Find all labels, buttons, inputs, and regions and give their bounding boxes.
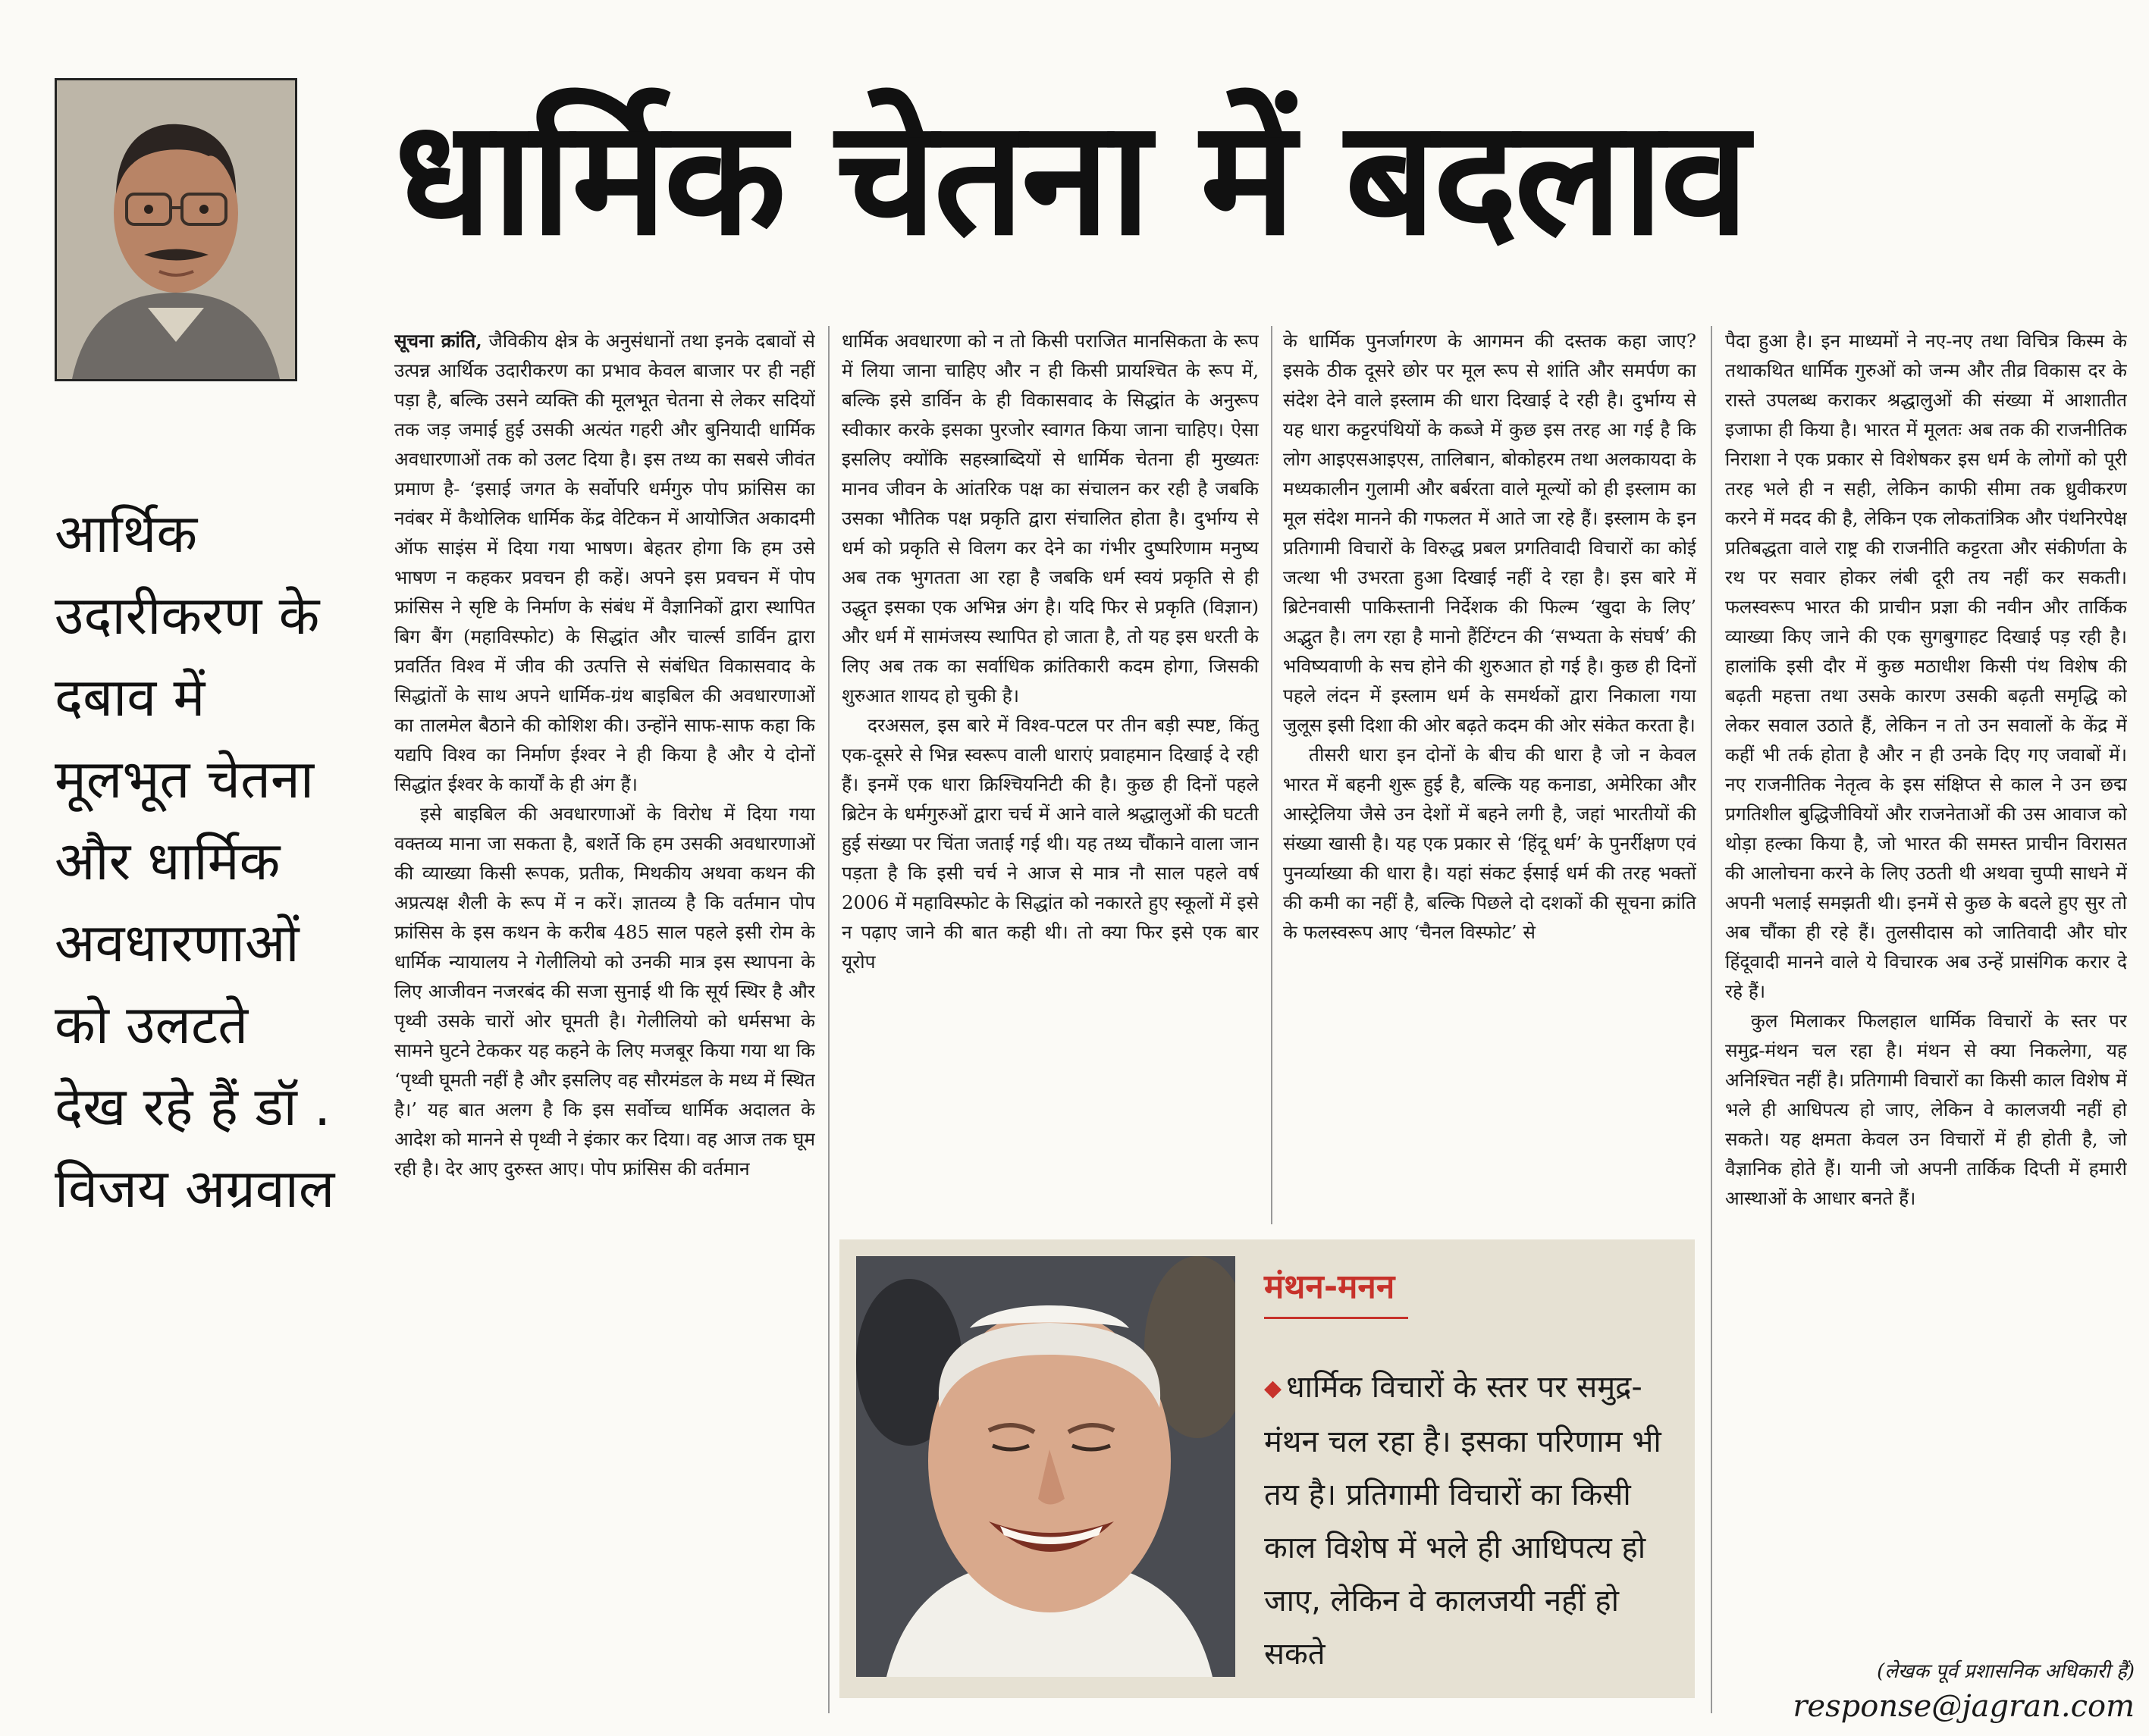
pullquote-box	[839, 1239, 1695, 1698]
article-column-3	[1283, 326, 1696, 1224]
column-divider	[828, 326, 830, 1713]
paragraph-text: जैविकीय क्षेत्र के अनुसंधानों तथा इनके दबावों से उत्पन्न आर्थिक उदारीकरण का प्रभाव केवल बाजार पर ही नहीं पड़ा है, बल्कि उसने व्यक्ति की मूलभूत चेतना से लेकर सदियों तक जड़ जमाई हुई उसकी अत्यंत गहरी और बुनियादी धार्मिक अवधारणाओं तक को उलट दिया है। इस तथ्य का सबसे जीवंत प्रमाण है- ‘इसाई जगत के सर्वोपरि धर्मगुरु पोप फ्रांसिस का नवंबर में कैथोलिक धार्मिक केंद्र वेटिकन में आयोजित अकादमी ऑफ साइंस में दिया गया भाषण। बेहतर होगा कि हम उसे भाषण न कहकर प्रवचन ही कहें। अपने इस प्रवचन में पोप फ्रांसिस ने सृष्टि के निर्माण के संबंध में वैज्ञानिकों द्वारा स्थापित बिग बैंग (महाविस्फोट) के सिद्धांत और चार्ल्स डार्विन द्वारा प्रवर्तित विश्व में जीव की उत्पत्ति से संबंधित विकासवाद के सिद्धांतों के साथ अपने धार्मिक-ग्रंथ बाइबिल की अवधारणाओं का तालमेल बैठाने की कोशिश की। उन्होंने साफ-साफ कहा कि यद्यपि विश्व का निर्माण ईश्वर ने ही किया है और ये दोनों सिद्धांत ईश्वर के कार्यों के ही अंग हैं।	[394, 330, 815, 795]
article-column-1	[394, 326, 815, 1713]
pope-portrait-illustration	[856, 1256, 1235, 1677]
paragraph: धार्मिक अवधारणा को न तो किसी पराजित मानसिकता के रूप में लिया जाना चाहिए और न ही किसी प्रायश्चित के रूप में, बल्कि इसे डार्विन के ही विकासवाद के सिद्धांत के अनुरूप स्वीकार करके इसका पुरजोर स्वागत किया जाना चाहिए। ऐसा इसलिए क्योंकि सहस्त्राब्दियों से धार्मिक चेतना ही मुख्यतः मानव जीवन के आंतरिक पक्ष का संचालन कर रही है जबकि उसका भौतिक पक्ष प्रकृति द्वारा संचालित होता है। दुर्भाग्य से धर्म को प्रकृति से विलग कर देने का गंभीर दुष्परिणाम मनुष्य अब तक भुगतता आ रहा है जबकि धर्म स्वयं प्रकृति से ही उद्धृत इसका एक अभिन्न अंग है। यदि फिर से प्रकृति (विज्ञान) और धर्म में सामंजस्य स्थापित हो जाता है, तो यह इस धरती के लिए अब तक का सर्वाधिक क्रांतिकारी कदम होगा, जिसकी शुरुआत शायद हो चुकी है।	[842, 330, 1259, 707]
paragraph: पैदा हुआ है। इन माध्यमों ने नए-नए तथा विचित्र किस्म के तथाकथित धार्मिक गुरुओं को जन्म और तीव्र विकास दर के रास्ते उपलब्ध कराकर श्रद्धालुओं की संख्या में आशातीत इजाफा ही किया है। भारत में मूलतः अब तक की राजनीतिक निराशा ने एक प्रकार से विशेषकर इस धर्म के लोगों को पूरी तरह भले ही न सही, लेकिन काफी सीमा तक ध्रुवीकरण करने में मदद की है, लेकिन एक लोकतांत्रिक और पंथनिरपेक्ष प्रतिबद्धता वाले राष्ट्र की राजनीति कट्टरता और संकीर्णता के रथ पर सवार होकर लंबी दूरी तय नहीं कर सकती। फलस्वरूप भारत की प्राचीन प्रज्ञा की नवीन और तार्किक व्याख्या किए जाने की एक सुगबुगाहट दिखाई पड़ रही है। हालांकि इसी दौर में कुछ मठाधीश किसी पंथ विशेष की बढ़ती महत्ता तथा उसके कारण उसकी बढ़ती समृद्धि को लेकर सवाल उठाते हैं, लेकिन न तो उन सवालों के केंद्र में कहीं भी तर्क होता है और न ही उनके दिए गए जवाबों में। नए राजनीतिक नेतृत्व के इस संक्षिप्त से काल ने उन छद्म प्रगतिशील बुद्धिजीवियों और राजनेताओं की उस आवाज को थोड़ा हल्का किया है, जो भारत की समस्त प्राचीन विरासत की आलोचना करने के लिए उठती थी अथवा चुप्पी साधने में अपनी भलाई समझती थी। इनमें से कुछ के बदले हुए सुर तो अब चौंका ही रहे हैं। तुलसीदास को जातिवादी और घोर हिंदूवादी मानने वाले ये विचारक अब उन्हें प्रासंगिक करार दे रहे हैं।	[1725, 330, 2127, 1002]
author-portrait-illustration	[57, 80, 295, 379]
pope-photo	[856, 1256, 1235, 1677]
paragraph	[394, 326, 815, 799]
author-photo	[55, 78, 297, 381]
paragraph: इसे बाइबिल की अवधारणाओं के विरोध में दिया गया वक्तव्य माना जा सकता है, बशर्ते कि हम उसकी अवधारणाओं की व्याख्या किसी रूपक, प्रतीक, मिथकीय अथवा कथन की अप्रत्यक्ष शैली के रूप में न करें। ज्ञातव्य है कि वर्तमान पोप फ्रांसिस के इस कथन के करीब 485 साल पहले इसी रोम के धार्मिक न्यायालय ने गेलीलियो को उनकी मात्र इस स्थापना के लिए आजीवन नजरबंद की सजा सुनाई थी कि सूर्य स्थिर है और पृथ्वी उसके चारों ओर घूमती है। गेलीलियो को धर्मसभा के सामने घुटने टेककर यह कहने के लिए मजबूर किया गया था कि ‘पृथ्वी घूमती नहीं है और इसलिए वह सौरमंडल के मध्य में स्थित है।’ यह बात अलग है कि इस सर्वोच्च धार्मिक अदालत के आदेश को मानने से पृथ्वी ने इंकार कर दिया। वह आज तक घूम रही है। देर आए दुरुस्त आए। पोप फ्रांसिस की वर्तमान	[394, 803, 815, 1180]
paragraph: तीसरी धारा इन दोनों के बीच की धारा है जो न केवल भारत में बहनी शुरू हुई है, बल्कि यह कनाडा, अमेरिका और आस्ट्रेलिया जैसे उन देशों में बहने लगी है, जहां भारतीयों की संख्या खासी है। यह एक प्रकार से ‘हिंदू धर्म’ के पुनर्रीक्षण एवं पुनर्व्याख्या की धारा है। यहां संकट ईसाई धर्म की तरह भक्तों की कमी का नहीं है, बल्कि पिछले दो दशकों की सूचना क्रांति के फलस्वरूप आए ‘चैनल विस्फोट’ से	[1283, 744, 1696, 943]
author-note: (लेखक पूर्व प्रशासनिक अधिकारी हैं)	[1877, 1660, 2135, 1683]
bullet-icon: ◆	[1264, 1375, 1282, 1402]
lead-in: सूचना क्रांति,	[394, 330, 482, 352]
response-email[interactable]: response@jagran.com	[1793, 1689, 2135, 1724]
paragraph: कुल मिलाकर फिलहाल धार्मिक विचारों के स्तर पर समुद्र-मंथन चल रहा है। मंथन से क्या निकलेगा, यह अनिश्चित नहीं है। प्रतिगामी विचारों का किसी काल विशेष में भले ही आधिपत्य हो जाए, लेकिन वे कालजयी नहीं हो सकते। यह क्षमता केवल उन विचारों में ही होती है, जो वैज्ञानिक होते हैं। यानी जो अपनी तार्किक दिप्ती में हमारी आस्थाओं के आधार बनते हैं।	[1725, 1010, 2127, 1209]
pullquote-title: मंथन-मनन	[1264, 1262, 1408, 1319]
pullquote-text: धार्मिक विचारों के स्तर पर समुद्र-मंथन चल रहा है। इसका परिणाम भी तय है। प्रतिगामी विचारों का किसी काल विशेष में भले ही आधिपत्य हो जाए, लेकिन वे कालजयी नहीं हो सकते	[1264, 1370, 1661, 1672]
pullquote-text-block	[1264, 1361, 1677, 1681]
column-divider	[1711, 326, 1712, 1713]
column-divider	[1271, 326, 1272, 1224]
summary-blurb: आर्थिक उदारीकरण के दबाव में मूलभूत चेतना और धार्मिक अवधारणाओं को उलटते देख रहे हैं डॉ . विजय अग्रवाल	[55, 503, 335, 1220]
headline: धार्मिक चेतना में बदलाव	[394, 85, 1746, 271]
article-column-2	[842, 326, 1259, 1224]
paragraph: दरअसल, इस बारे में विश्व-पटल पर तीन बड़ी स्पष्ट, किंतु एक-दूसरे से भिन्न स्वरूप वाली धाराएं प्रवाहमान दिखाई दे रही हैं। इनमें एक धारा क्रिश्चियनिटी की है। कुछ ही दिनों पहले ब्रिटेन के धर्मगुरुओं द्वारा चर्च में आने वाले श्रद्धालुओं की घटती हुई संख्या पर चिंता जताई गई थी। यह तथ्य चौंकाने वाला जान पड़ता है कि इसी चर्च ने आज से मात्र नौ साल पहले वर्ष 2006 में महाविस्फोट के सिद्धांत को नकारते हुए स्कूलों में इसे न पढ़ाए जाने की बात कही थी। तो क्या फिर इसे एक बार यूरोप	[842, 714, 1259, 973]
article-column-4	[1725, 326, 2127, 1668]
paragraph: के धार्मिक पुनर्जागरण के आगमन की दस्तक कहा जाए? इसके ठीक दूसरे छोर पर मूल रूप से शांति और समर्पण का संदेश देने वाले इस्लाम की धारा दिखाई दे रही है। दुर्भाग्य से यह धारा कट्टरपंथियों के कब्जे में कुछ इस तरह आ गई है कि लोग आइएसआइएस, तालिबान, बोकोहरम तथा अलकायदा के मध्यकालीन गुलामी और बर्बरता वाले मूल्यों को ही इस्लाम का मूल संदेश मानने की गफलत में आते जा रहे हैं। इस्लाम के इन प्रतिगामी विचारों के विरुद्ध प्रबल प्रगतिवादी विचारों का कोई जत्था भी उभरता हुआ दिखाई नहीं दे रहा है। इस बारे में ब्रिटेनवासी पाकिस्तानी निर्देशक की फिल्म ‘खुदा के लिए’ अद्भुत है। लग रहा है मानो हैंटिंग्टन की ‘सभ्यता के संघर्ष’ की भविष्यवाणी के सच होने की शुरुआत हो गई है। कुछ ही दिनों पहले लंदन में इस्लाम धर्म के समर्थकों द्वारा निकाला गया जुलूस इसी दिशा की ओर बढ़ते कदम की ओर संकेत करता है।	[1283, 330, 1696, 736]
